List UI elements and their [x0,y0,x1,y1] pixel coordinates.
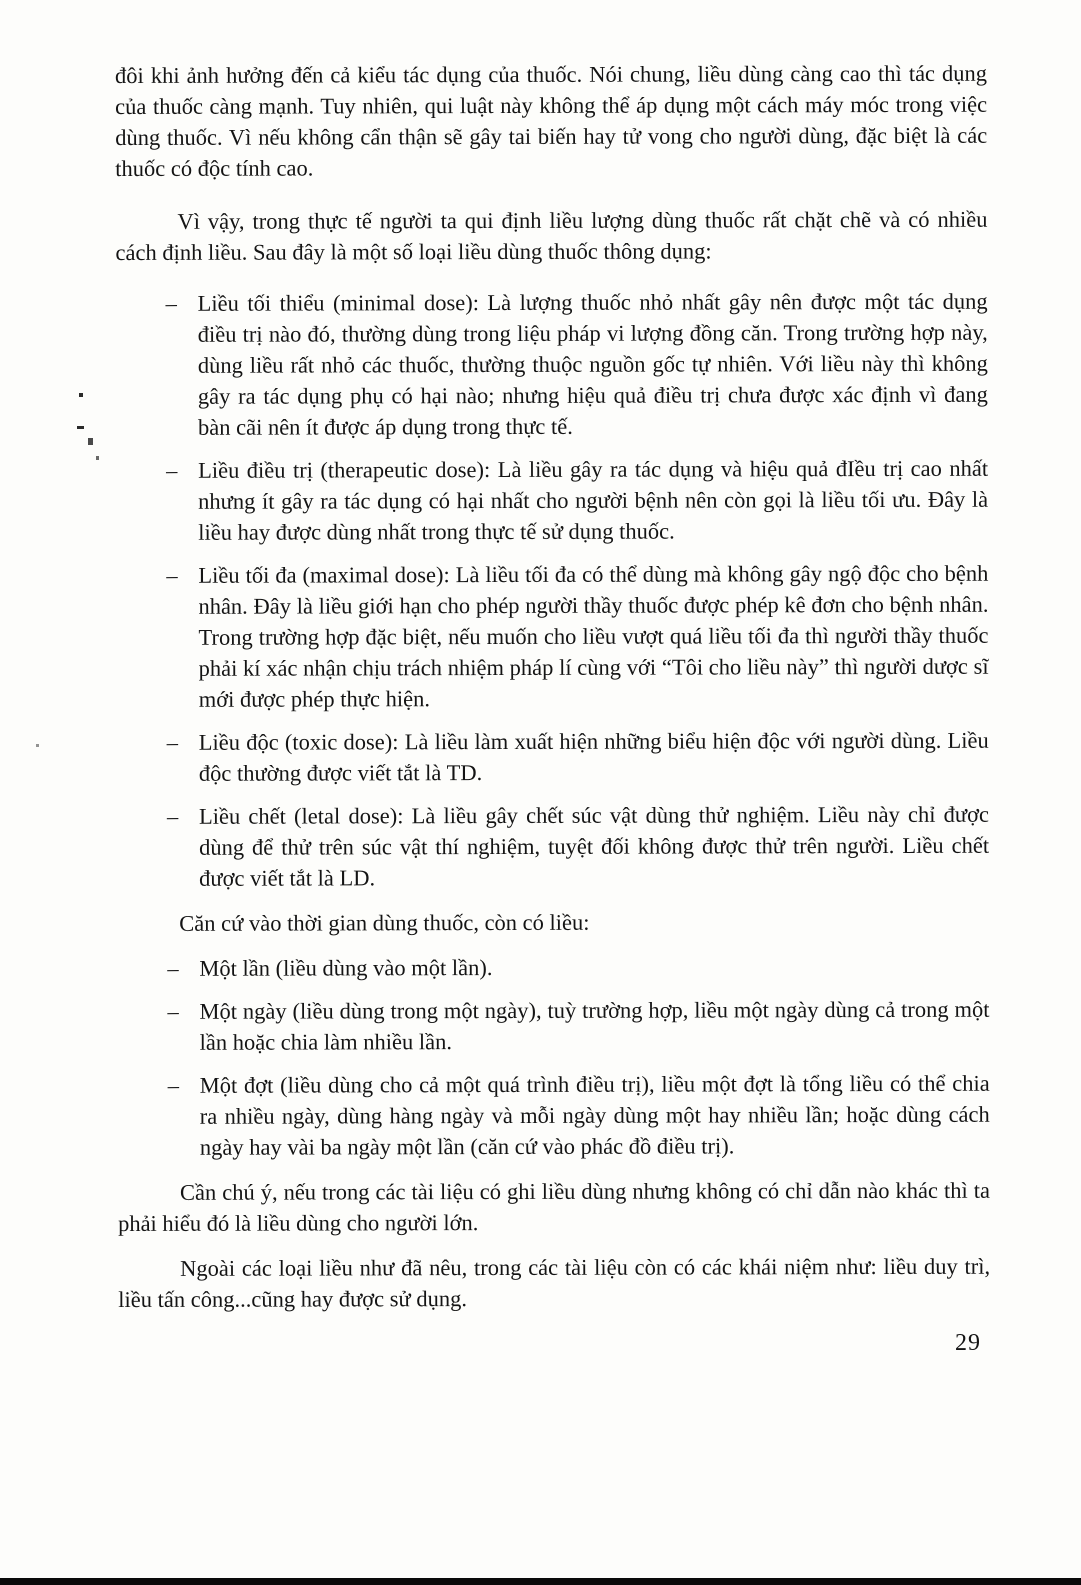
dash-bullet: – [166,562,178,588]
list-item-single-dose [117,951,989,984]
time-dose-list [117,951,990,1163]
dash-bullet: – [165,290,177,316]
scan-noise-speck [79,393,83,397]
list-item-text: Một lần (liều dùng vào một lần). [199,955,493,981]
list-item-daily-dose [117,994,989,1058]
page-content [115,58,990,1329]
list-item-text: Một đợt (liều dùng cho cả một quá trình điều trị), liều một đợt là tổng liều có thể chia ra nhiều ngày, dùng hàng ngày và mỗi ngày dùng một hay nhiều lần; hoặc dùng cách ngày hay vài ba ngày một lần (căn cứ vào phác đồ điều trị). [199,1070,990,1160]
list-item-text: Liều chết (letal dose): Là liều gây chết súc vật dùng thử nghiệm. Liều này chỉ được dùng để thử trên súc vật thí nghiệm, tuyệt đối không được thử trên người. Liều chết được viết tắt là LD. [198,801,990,891]
page-number: 29 [955,1330,981,1356]
dash-bullet: – [166,457,178,483]
dash-bullet: – [167,955,179,981]
list-item-therapeutic-dose [116,453,988,548]
list-item-maximal-dose [116,558,988,715]
scan-noise-speck [88,438,93,445]
paragraph-adult-dose-note: Cần chú ý, nếu trong các tài liệu có ghi liều dùng nhưng không có chỉ dẫn nào khác thì ta phải hiểu đó là liều dùng cho người lớn. [118,1177,990,1236]
list-item-text: Liều độc (toxic dose): Là liều làm xuất hiện những biểu hiện độc với người dùng. Liều độc thường được viết tắt là TD. [198,727,989,786]
dash-bullet: – [167,998,179,1024]
list-item-text: Một ngày (liều dùng trong một ngày), tuỳ trường hợp, liều một ngày dùng cả trong một lần hoặc chia làm nhiều lần. [199,996,990,1055]
paragraph-continuation: đôi khi ảnh hưởng đến cả kiểu tác dụng của thuốc. Nói chung, liều dùng càng cao thì tác dụng của thuốc càng mạnh. Tuy nhiên, qui luật này không thể áp dụng một cách máy móc trong việc dùng thuốc. Vì nếu không cẩn thận sẽ gây tai biến hay tử vong cho người dùng, đặc biệt là các thuốc có độc tính cao. [115,60,988,181]
list-item-toxic-dose [117,725,989,789]
list-item-text: Liều điều trị (therapeutic dose): Là liều gây ra tác dụng và hiệu quả đIều trị cao nhất nhưng ít gây ra tác dụng có hại nhất cho người bệnh nên còn gọi là liều tối ưu. Đây là liều hay được dùng nhất trong thực tế sử dụng thuốc. [198,455,989,545]
list-item-text: Liều tối đa (maximal dose): Là liều tối đa có thể dùng mà không gây ngộ độc cho bệnh nhân. Đây là liều giới hạn cho phép người thầy thuốc được phép kê đơn cho bệnh nhân. Trong trường hợp đặc biệt, nếu muốn cho liều vượt quá liều tối đa thì người thầy thuốc phải kí xác nhận chịu trách nhiệm pháp lí cùng với “Tôi cho liều này” thì người dược sĩ mới được phép thực hiện. [198,560,989,712]
dash-bullet: – [166,729,179,755]
list-item-text: Liều tối thiểu (minimal dose): Là lượng thuốc nhỏ nhất gây nên được một tác dụng điều trị nào đó, thường dùng trong liệu pháp vi lượng đồng căn. Trong trường hợp này, dùng liều rất nhỏ các thuốc, thường thuộc nguồn gốc tự nhiên. Với liều này thì không gây ra tác dụng phụ có hại nào; nhưng hiệu quả điều trị chưa được xác định vì đang bàn cãi nên ít được áp dụng trong thực tế. [197,288,988,440]
list-item-minimal-dose [116,286,988,443]
list-item-letal-dose [117,799,989,894]
paragraph-time-intro: Căn cứ vào thời gian dùng thuốc, còn có liều: [179,909,590,936]
dose-type-list [116,286,990,894]
dash-bullet: – [166,803,179,829]
scan-noise-speck [36,744,39,747]
list-item-course-dose [118,1068,990,1163]
dash-bullet: – [167,1072,179,1098]
scan-edge [0,1578,1081,1585]
paragraph-dose-intro: Vì vậy, trong thực tế người ta qui định liều lượng dùng thuốc rất chặt chẽ và có nhiều cách định liều. Sau đây là một số loại liều dùng thuốc thông dụng: [115,206,988,265]
scan-noise-speck [77,426,84,429]
scan-noise-speck [96,456,99,460]
paragraph-other-dose-concepts: Ngoài các loại liều như đã nêu, trong các tài liệu còn có các khái niệm như: liều duy trì, liều tấn công...cũng hay được sử dụng. [118,1253,991,1312]
